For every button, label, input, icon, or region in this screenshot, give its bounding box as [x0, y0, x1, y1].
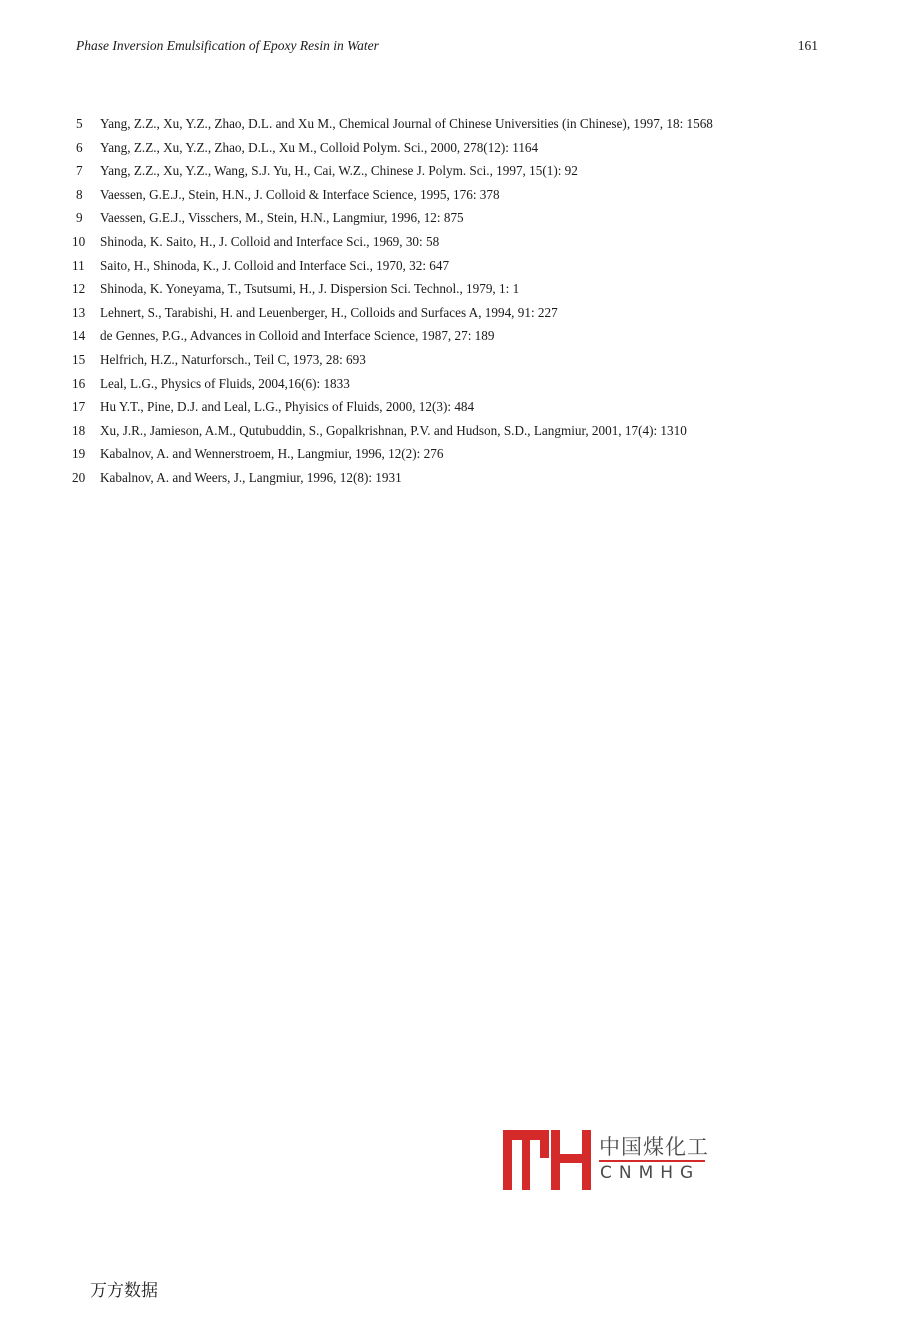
reference-item [72, 301, 872, 325]
reference-number: 7 [76, 163, 83, 179]
reference-number: 19 [72, 446, 86, 462]
reference-number: 6 [76, 139, 83, 155]
reference-text: Yang, Z.Z., Xu, Y.Z., Wang, S.J. Yu, H., Cai, W.Z., Chinese J. Polym. Sci., 1997, 15(1): 92 [100, 163, 578, 179]
reference-item [72, 277, 872, 301]
running-head: Phase Inversion Emulsification of Epoxy Resin in Water [76, 38, 379, 53]
reference-text: Leal, L.G., Physics of Fluids, 2004,16(6): 1833 [100, 375, 350, 391]
reference-text: Kabalnov, A. and Weers, J., Langmiur, 1996, 12(8): 1931 [100, 469, 402, 485]
reference-item [72, 230, 872, 254]
reference-number: 8 [76, 186, 83, 202]
reference-text: Shinoda, K. Saito, H., J. Colloid and Interface Sci., 1969, 30: 58 [100, 233, 440, 249]
reference-number: 5 [76, 116, 83, 131]
reference-text: Xu, J.R., Jamieson, A.M., Qutubuddin, S., Gopalkrishnan, P.V. and Hudson, S.D., Langmiur, 2001, 17(4): 1310 [100, 422, 687, 438]
reference-text: Hu Y.T., Pine, D.J. and Leal, L.G., Phyisics of Fluids, 2000, 12(3): 484 [100, 399, 475, 415]
reference-item [72, 442, 872, 466]
reference-item [72, 159, 872, 183]
reference-number: 15 [72, 351, 86, 367]
reference-text: de Gennes, P.G., Advances in Colloid and Interface Science, 1987, 27: 189 [100, 328, 495, 344]
reference-text: Yang, Z.Z., Xu, Y.Z., Zhao, D.L. and Xu M., Chemical Journal of Chinese Universities (in Chinese), 1997, 18: 1568 [100, 116, 713, 131]
reference-text: Helfrich, H.Z., Naturforsch., Teil C, 1973, 28: 693 [100, 351, 366, 367]
reference-number: 16 [72, 375, 86, 391]
page-number: 161 [797, 38, 818, 53]
reference-item [72, 183, 872, 207]
reference-item [72, 348, 872, 372]
reference-number: 9 [76, 210, 83, 226]
reference-number: 18 [72, 422, 86, 438]
reference-item [72, 112, 872, 136]
reference-number: 12 [72, 281, 86, 297]
logo-name-cn: 中国煤化工 [599, 1135, 709, 1159]
reference-text: Vaessen, G.E.J., Visschers, M., Stein, H.N., Langmiur, 1996, 12: 875 [100, 210, 464, 226]
reference-text: Lehnert, S., Tarabishi, H. and Leuenberger, H., Colloids and Surfaces A, 1994, 91: 227 [100, 304, 558, 320]
reference-number: 11 [72, 257, 85, 273]
logo-divider [599, 1160, 705, 1162]
logo-name-en: CNMHG [600, 1163, 701, 1183]
reference-item [72, 372, 872, 396]
reference-text: Saito, H., Shinoda, K., J. Colloid and Interface Sci., 1970, 32: 647 [100, 257, 450, 273]
reference-list [72, 112, 872, 490]
reference-text: Vaessen, G.E.J., Stein, H.N., J. Colloid & Interface Science, 1995, 176: 378 [100, 186, 500, 202]
reference-text: Kabalnov, A. and Wennerstroem, H., Langmiur, 1996, 12(2): 276 [100, 446, 444, 462]
reference-item [72, 419, 872, 443]
reference-number: 10 [72, 233, 86, 249]
reference-number: 20 [72, 469, 86, 485]
reference-item [72, 395, 872, 419]
reference-item [72, 136, 872, 160]
reference-item [72, 206, 872, 230]
reference-number: 13 [72, 304, 86, 320]
reference-text: Shinoda, K. Yoneyama, T., Tsutsumi, H., J. Dispersion Sci. Technol., 1979, 1: 1 [100, 281, 520, 297]
reference-item [72, 324, 872, 348]
reference-item [72, 254, 872, 278]
reference-number: 17 [72, 399, 86, 415]
reference-number: 14 [72, 328, 86, 344]
reference-item [72, 466, 872, 490]
reference-text: Yang, Z.Z., Xu, Y.Z., Zhao, D.L., Xu M., Colloid Polym. Sci., 2000, 278(12): 1164 [100, 139, 539, 155]
footer-watermark: 万方数据 [90, 1281, 158, 1301]
